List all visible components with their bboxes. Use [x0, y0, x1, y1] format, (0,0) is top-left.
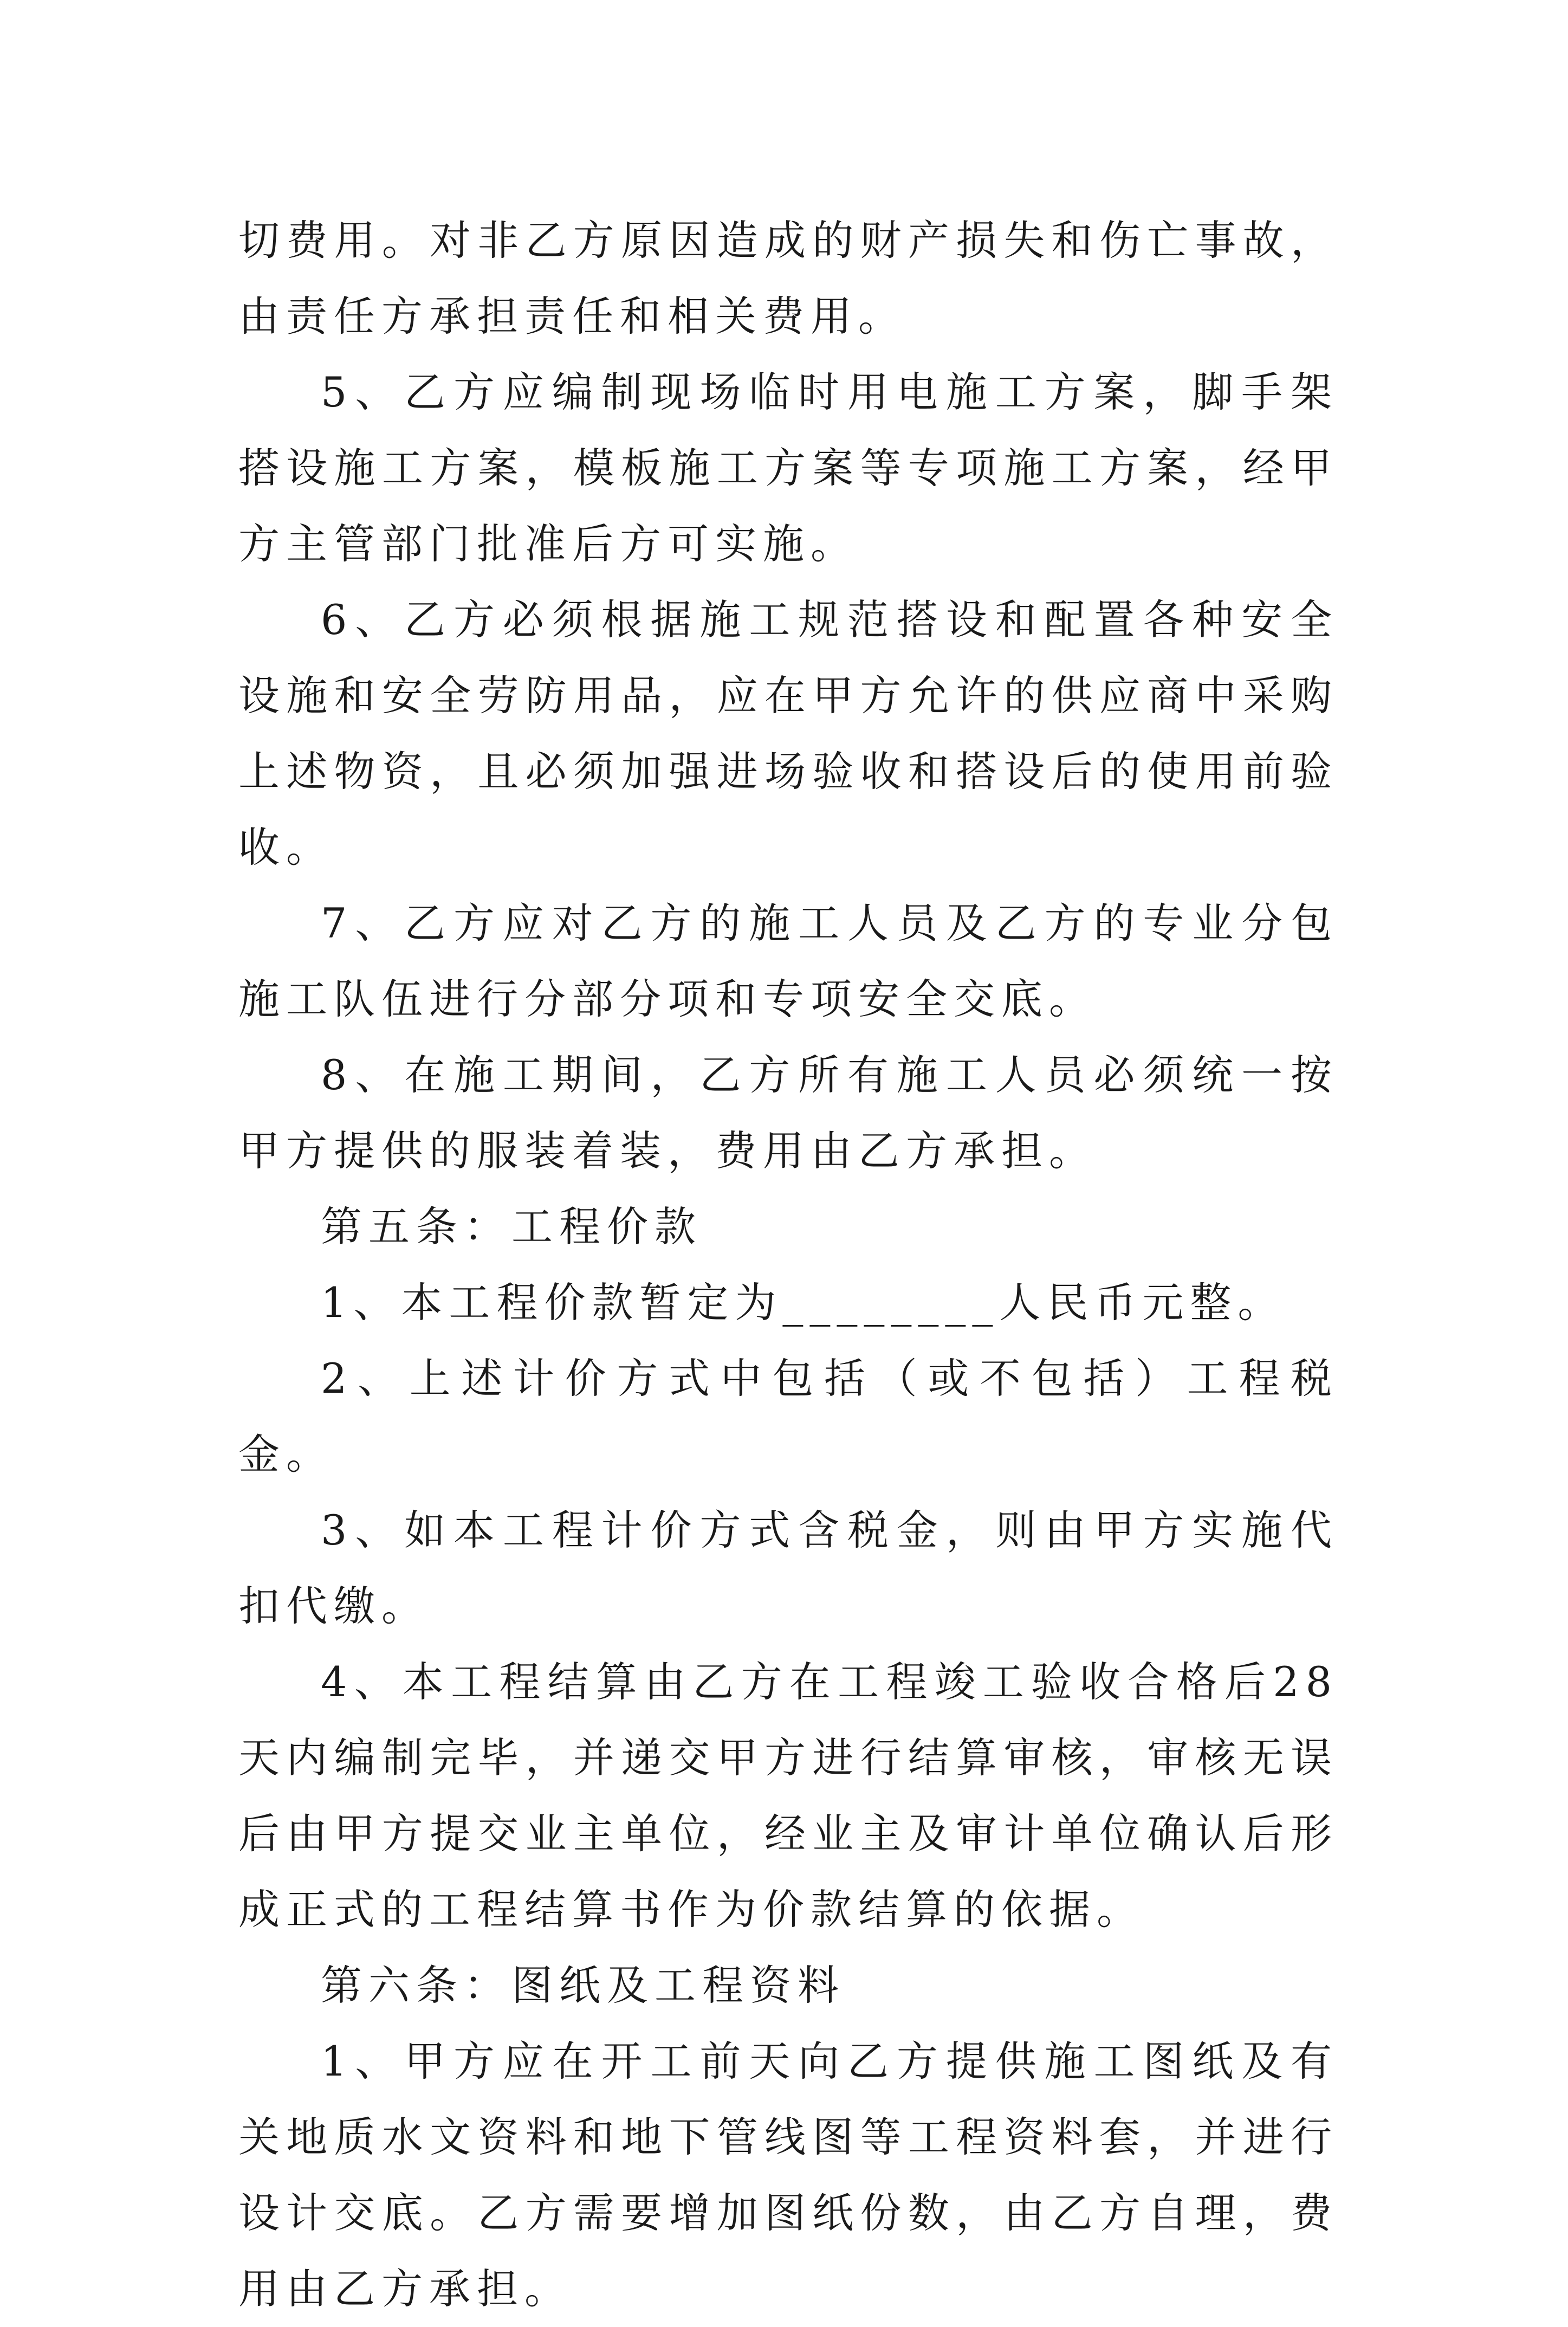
paragraph-price-1: 1、本工程价款暂定为________人民币元整。 [321, 1278, 1286, 1327]
paragraph-price-3: 3、如本工程计价方式含税金，则由甲方实施代扣代缴。 [238, 1506, 1338, 1630]
paragraph-item-6: 6、乙方必须根据施工规范搭设和配置各种安全设施和安全劳防用品，应在甲方允许的供应商中采购上述物资，且必须加强进场验收和搭设后的使用前验收。 [238, 596, 1338, 871]
paragraph-drawings-1: 1、甲方应在开工前天向乙方提供施工图纸及有关地质水文资料和地下管线图等工程资料套，并进行设计交底。乙方需要增加图纸份数，由乙方自理，费用由乙方承担。 [238, 2037, 1338, 2313]
paragraph-item-5: 5、乙方应编制现场临时用电施工方案，脚手架搭设施工方案，模板施工方案等专项施工方案，经甲方主管部门批准后方可实施。 [238, 368, 1338, 568]
document-body [238, 203, 1338, 2327]
paragraph-price-2: 2、上述计价方式中包括（或不包括）工程税金。 [238, 1354, 1338, 1478]
paragraph-item-7: 7、乙方应对乙方的施工人员及乙方的专业分包施工队伍进行分部分项和专项安全交底。 [238, 899, 1338, 1023]
section-heading-article-6: 第六条：图纸及工程资料 [321, 1961, 845, 2009]
section-heading-article-5: 第五条：工程价款 [321, 1203, 702, 1251]
paragraph-price-4: 4、本工程结算由乙方在工程竣工验收合格后28天内编制完毕，并递交甲方进行结算审核，审核无误后由甲方提交业主单位，经业主及审计单位确认后形成正式的工程结算书作为价款结算的依据。 [238, 1658, 1338, 1934]
paragraph-item-8: 8、在施工期间，乙方所有施工人员必须统一按甲方提供的服装着装，费用由乙方承担。 [238, 1051, 1338, 1175]
paragraph-continuation: 切费用。对非乙方原因造成的财产损失和伤亡事故，由责任方承担责任和相关费用。 [238, 216, 1338, 340]
